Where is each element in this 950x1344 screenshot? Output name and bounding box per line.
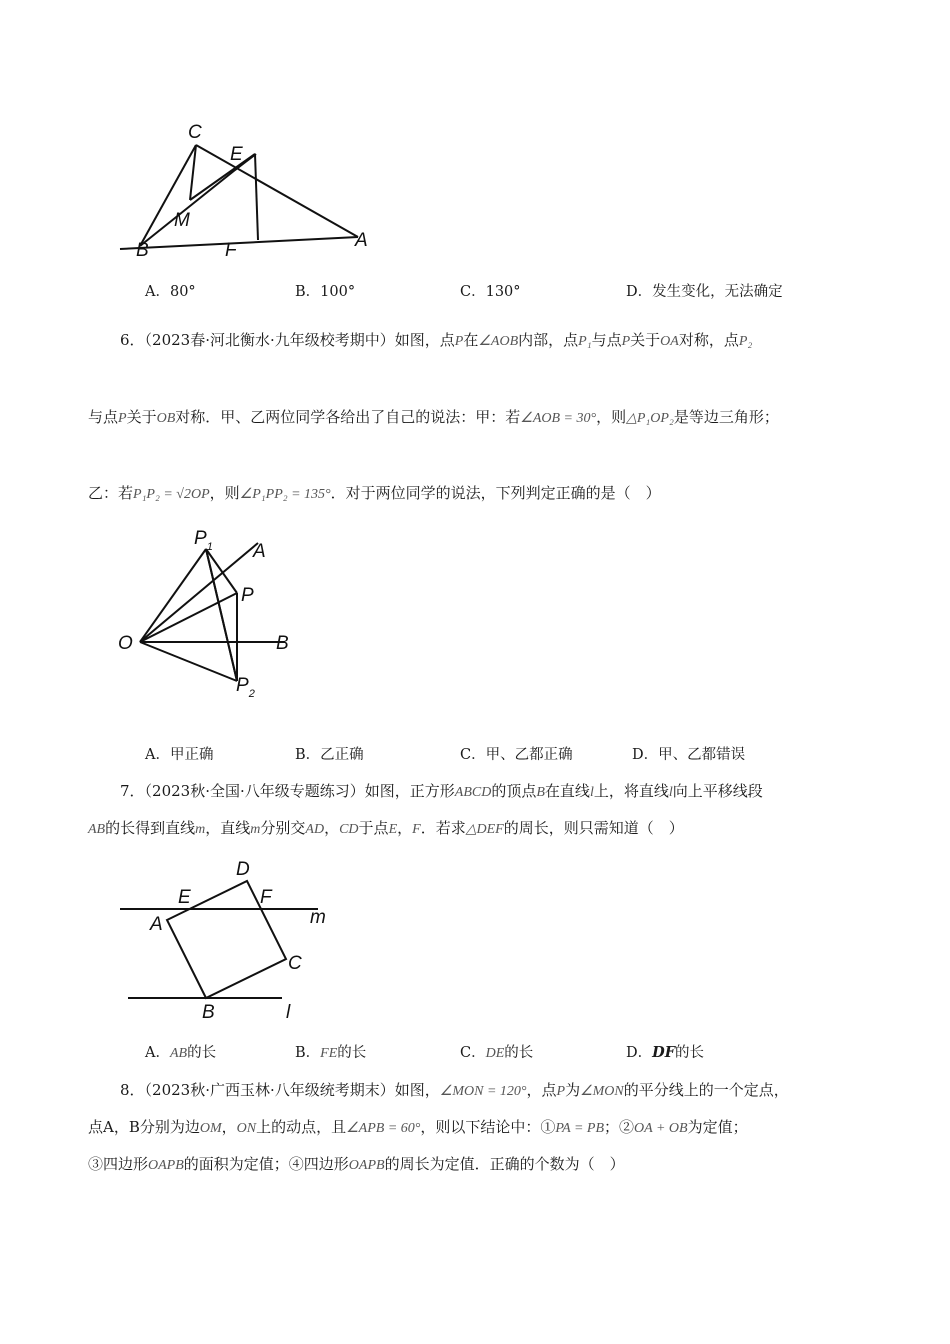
label-E: E (230, 144, 243, 165)
label-B: B (276, 633, 289, 654)
label-D: D (236, 859, 250, 880)
q7-option-a: A．AB的长 (145, 1045, 217, 1061)
label-P1: $P_1$ (194, 528, 213, 553)
label-B: B (202, 1002, 215, 1023)
q6-line-2: 与点P关于OB对称．甲、乙两位同学各给出了自己的说法：甲：若∠AOB = 30°，则△P₁OP₂是等边三角形； (88, 408, 779, 426)
q7-line-2: AB的长得到直线m，直线m分别交AD，CD于点E，F．若求△DEF的周长，则只需知道（ ） (88, 819, 684, 837)
q5-option-d: D．发生变化，无法确定 (626, 284, 783, 300)
label-M: M (174, 210, 190, 231)
q6-option-a: A．甲正确 (145, 747, 214, 763)
label-B: B (136, 240, 149, 261)
label-A: A (150, 914, 163, 935)
q6-option-c: C．甲、乙都正确 (460, 747, 573, 763)
label-F: F (260, 887, 272, 908)
q5-option-a: A．80° (145, 284, 196, 300)
label-A: A (253, 541, 266, 562)
label-C: C (288, 953, 302, 974)
q6-option-d: D．甲、乙都错误 (632, 747, 746, 763)
figure-q5 (110, 118, 380, 268)
q7-option-c: C．DE的长 (460, 1045, 534, 1061)
label-P: P (241, 585, 254, 606)
q7-line-1: 7．（2023秋·全国·八年级专题练习）如图，正方形ABCD的顶点B在直线l上，将直线l向上平移线段 (120, 782, 763, 800)
q8-line-1: 8．（2023秋·广西玉林·八年级统考期末）如图，∠MON = 120°，点P为∠MON的平分线上的一个定点， (120, 1081, 789, 1099)
label-m: m (310, 907, 326, 928)
q5-option-b: B．100° (295, 284, 356, 300)
q8-line-3: ③四边形OAPB的面积为定值；④四边形OAPB的周长为定值．正确的个数为（ ） (88, 1155, 625, 1173)
figure-q7 (110, 855, 350, 1025)
label-O: O (118, 633, 133, 654)
q5-option-c: C．130° (460, 284, 521, 300)
q6-line-1: 6．（2023春·河北衡水·九年级校考期中）如图，点P在∠AOB内部，点P₁与点P关于OA对称，点P₂ (120, 331, 753, 349)
label-C: C (188, 122, 202, 143)
q8-line-2: 点A，B分别为边OM，ON上的动点，且∠APB = 60°，则以下结论中：①PA = PB；②OA + OB为定值； (88, 1118, 748, 1136)
label-F: F (225, 240, 237, 261)
q6-option-b: B．乙正确 (295, 747, 364, 763)
label-P2: $P_2$ (236, 675, 255, 700)
label-A: A (355, 230, 368, 251)
q7-option-d: D．DF的长 (626, 1044, 705, 1061)
label-l: l (286, 1002, 291, 1023)
q7-option-b: B．FE的长 (295, 1045, 367, 1061)
label-E: E (178, 887, 191, 908)
figure-q6 (110, 525, 310, 700)
q6-line-3: 乙：若P₁P₂ = √2OP，则∠P₁PP₂ = 135°．对于两位同学的说法，下列判定正确的是（ ） (88, 484, 661, 502)
